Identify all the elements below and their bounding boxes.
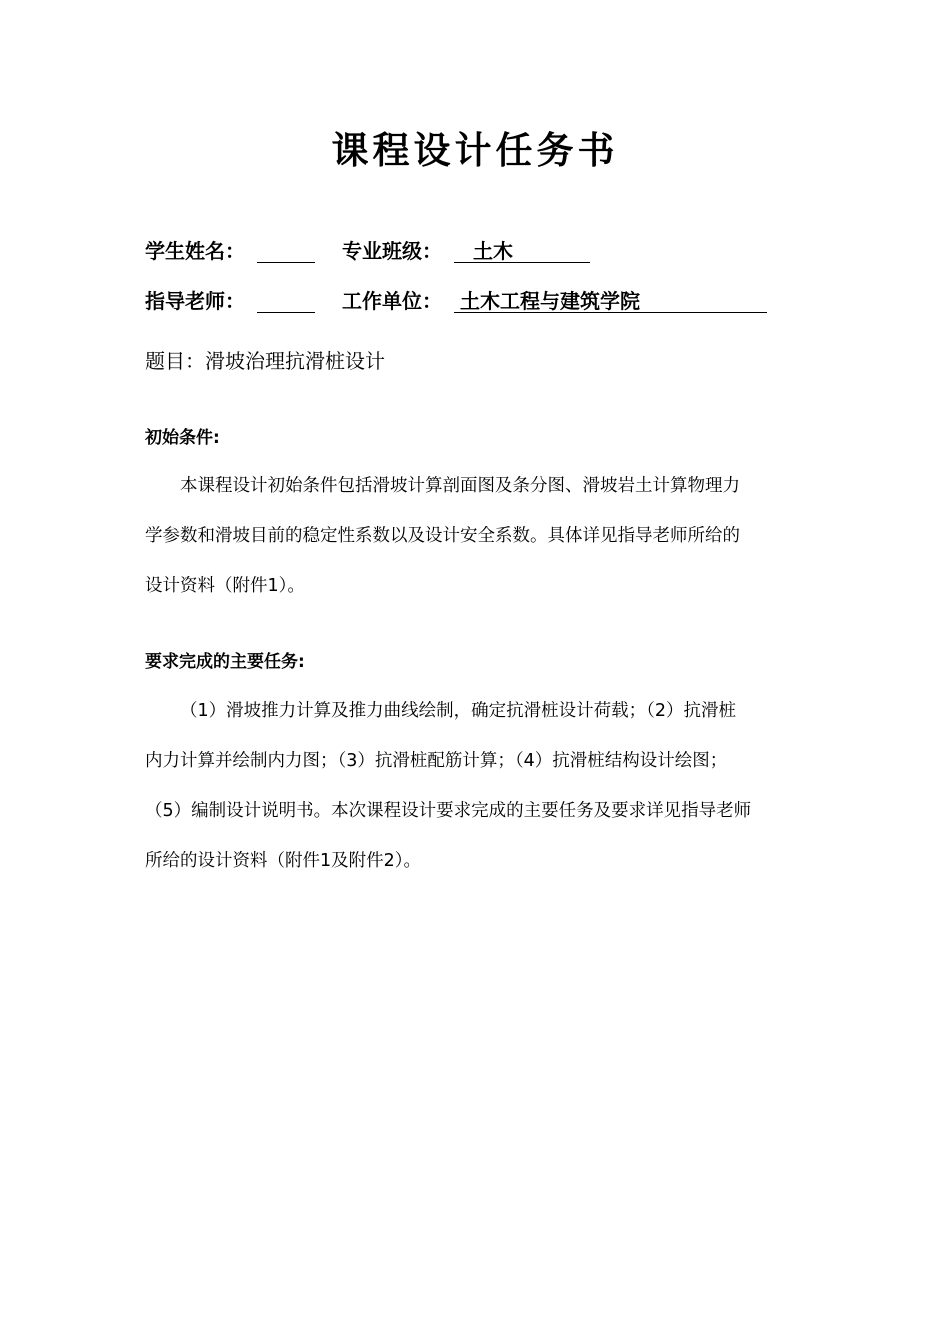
- main-tasks-line: 内力计算并绘制内力图；（3）抗滑桩配筋计算；（4）抗滑桩结构设计绘图；: [145, 751, 728, 771]
- document-title: 课程设计任务书: [331, 128, 619, 172]
- student-name-label: 学生姓名：: [145, 239, 245, 263]
- advisor-label: 指导老师：: [145, 289, 245, 313]
- initial-conditions-line: 学参数和滑坡目前的稳定性系数以及设计安全系数。具体详见指导老师所给的: [145, 526, 740, 546]
- advisor-blank: [257, 312, 315, 313]
- initial-conditions-heading: 初始条件:: [145, 428, 220, 448]
- initial-conditions-line: 设计资料（附件1）。: [145, 576, 305, 596]
- work-unit-value: 土木工程与建筑学院: [460, 289, 640, 313]
- major-class-label: 专业班级：: [342, 239, 442, 263]
- main-tasks-body: [145, 686, 815, 886]
- major-class-value: 土木: [473, 239, 513, 263]
- main-tasks-line: 所给的设计资料（附件1及附件2）。: [145, 851, 422, 871]
- main-tasks-line: （1）滑坡推力计算及推力曲线绘制，确定抗滑桩设计荷载；（2）抗滑桩: [180, 701, 737, 721]
- topic: 题目：滑坡治理抗滑桩设计: [145, 349, 385, 373]
- main-tasks-heading: 要求完成的主要任务:: [145, 652, 305, 672]
- student-name-blank: [257, 262, 315, 263]
- initial-conditions-line: 本课程设计初始条件包括滑坡计算剖面图及条分图、滑坡岩土计算物理力: [180, 476, 740, 496]
- main-tasks-line: （5）编制设计说明书。本次课程设计要求完成的主要任务及要求详见指导老师: [145, 801, 752, 821]
- initial-conditions-body: [145, 461, 815, 611]
- work-unit-label: 工作单位：: [342, 289, 442, 313]
